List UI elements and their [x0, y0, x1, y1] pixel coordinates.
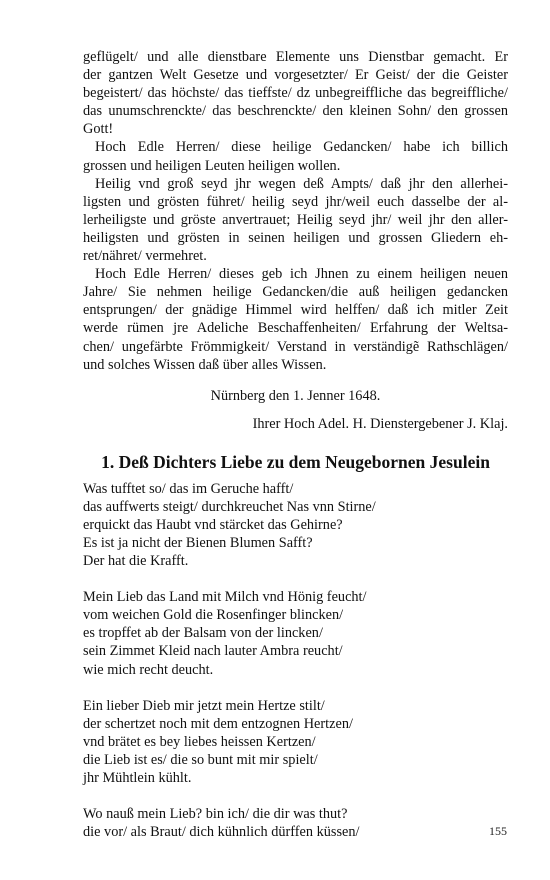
dateline: Nürnberg den 1. Jenner 1648.	[210, 387, 381, 404]
poem	[83, 480, 508, 842]
prose-line: und solches Wissen daß über alles Wissen.	[83, 356, 327, 373]
prose-line: Gott!	[83, 121, 114, 138]
verse-line: erquickt das Haubt vnd stärcket das Gehirne?	[83, 516, 343, 533]
prose-paragraph	[83, 48, 508, 138]
prose-line: Jahre/ Sie nehmen heilige Gedancken/die auß heiligen gedancken	[83, 284, 508, 301]
prose-line: lerheiligste und gröste anvertrauet; Heilig seyd jhr/ weil jhr den aller-	[83, 211, 508, 228]
prose-line: ligsten und grösten führet/ heilig seyd jhr/weil euch dasselbe der al-	[83, 193, 508, 210]
poem-stanza	[83, 805, 508, 841]
verse-line: Wo nauß mein Lieb? bin ich/ die dir was thut?	[83, 806, 348, 823]
poem-stanza	[83, 697, 508, 787]
verse-line: Mein Lieb das Land mit Milch vnd Hönig feucht/	[83, 589, 367, 606]
dedication-prose	[83, 48, 508, 374]
signature: Ihrer Hoch Adel. H. Dienstergebener J. Klaj.	[252, 415, 508, 432]
book-page	[83, 48, 508, 859]
prose-line: Heilig vnd groß seyd jhr wegen deß Ampts/ daß jhr den allerhei-	[95, 175, 508, 192]
verse-line: vom weichen Gold die Rosenfinger blincken/	[83, 607, 344, 624]
verse-line: der schertzet noch mit dem entzognen Hertzen/	[83, 715, 353, 732]
verse-line: es tropffet ab der Balsam von der lincken/	[83, 625, 323, 642]
prose-line: heiligsten und grösten in seinen heiligen und grossen Gliedern eh-	[83, 229, 508, 246]
verse-line: das auffwerts steigt/ durchkreuchet Nas vnn Stirne/	[83, 498, 376, 515]
prose-line: ret/nähret/ vermehret.	[83, 248, 207, 265]
poem-stanza	[83, 480, 508, 570]
verse-line: Der hat die Krafft.	[83, 553, 189, 570]
poem-stanza	[83, 588, 508, 678]
verse-line: vnd brätet es bey liebes heissen Kertzen/	[83, 733, 316, 750]
prose-line: Hoch Edle Herren/ diese heilige Gedancken/ habe ich billich	[95, 139, 508, 156]
prose-line: Hoch Edle Herren/ dieses geb ich Jhnen zu einem heiligen neuen	[95, 266, 508, 283]
verse-line: jhr Mühtlein kühlt.	[83, 770, 192, 786]
prose-line: chen/ ungefärbte Frömmigkeit/ Verstand in verständigẽ Rathschlägen/	[83, 338, 508, 355]
prose-paragraph	[83, 138, 508, 174]
prose-line: geflügelt/ und alle dienstbare Elemente uns Dienstbar gemacht. Er	[83, 49, 508, 65]
verse-line: wie mich recht deucht.	[83, 661, 214, 678]
prose-line: entsprungen/ der gnädige Himmel wird helffen/ daß ich mitler Zeit	[83, 302, 508, 319]
prose-paragraph	[83, 175, 508, 265]
verse-line: sein Zimmet Kleid nach lauter Ambra reucht/	[83, 643, 343, 660]
verse-line: die vor/ als Braut/ dich kühnlich dürffen küssen/	[83, 824, 360, 841]
prose-line: begeistert/ das höchste/ das tieffste/ dz unbegreiffliche das begreiffliche/	[83, 85, 508, 102]
prose-paragraph	[83, 265, 508, 374]
prose-line: grossen und heiligen Leuten heiligen wollen.	[83, 157, 341, 174]
verse-line: Was tufftet so/ das im Geruche hafft/	[83, 480, 294, 497]
verse-line: Ein lieber Dieb mir jetzt mein Hertze stilt/	[83, 697, 325, 714]
prose-line: das unumschrenckte/ das beschrenckte/ den kleinen Sohn/ den grossen	[83, 103, 508, 120]
poem-heading: 1. Deß Dichters Liebe zu dem Neugebornen Jesulein	[101, 451, 490, 472]
verse-line: die Lieb ist es/ die so bunt mit mir spielt/	[83, 751, 318, 768]
page-number: 155	[489, 824, 507, 838]
prose-line: werde rümen jre Adeliche Beschaffenheiten/ Erfahrung der Weltsa-	[83, 320, 508, 337]
verse-line: Es ist ja nicht der Bienen Blumen Safft?	[83, 534, 313, 551]
prose-line: der gantzen Welt Gesetze und vorgesetzter/ Er Geist/ der die Geister	[83, 67, 508, 84]
